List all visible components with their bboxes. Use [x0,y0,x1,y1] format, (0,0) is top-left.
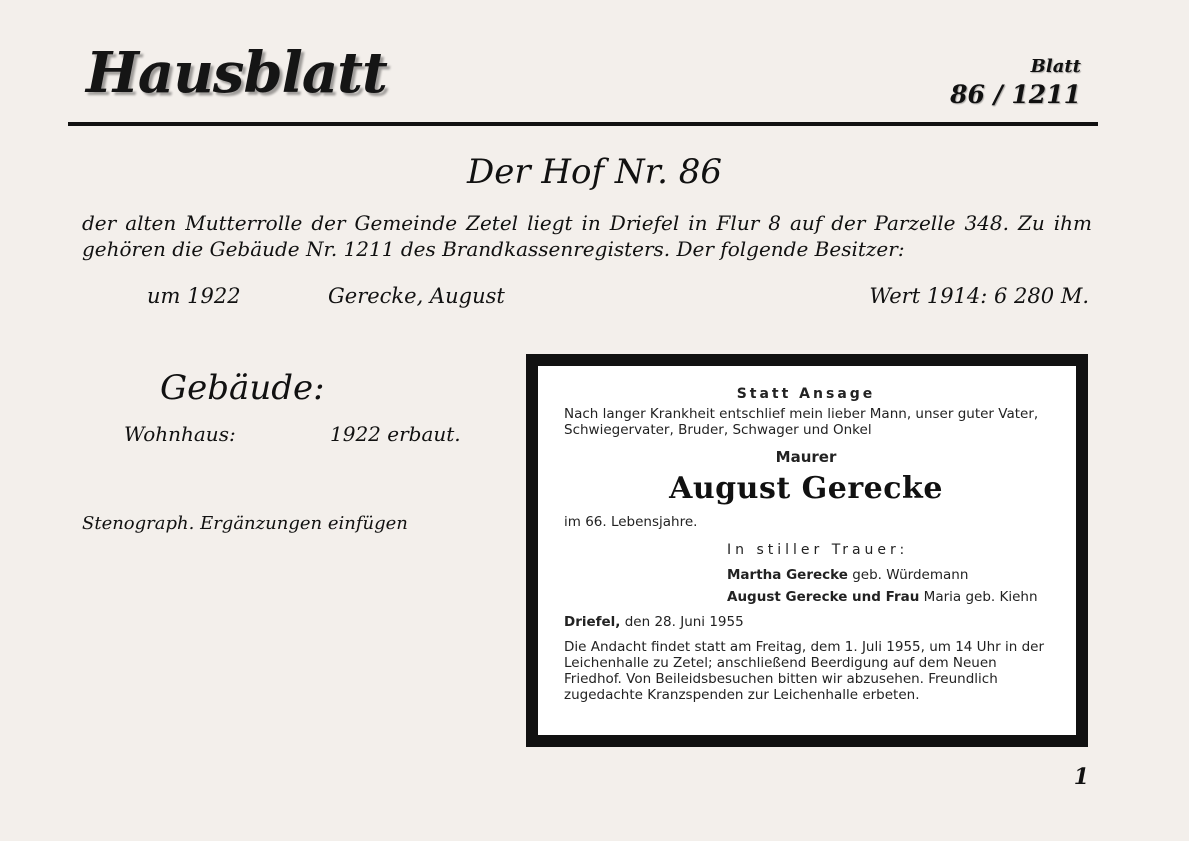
obituary-mourning: In stiller Trauer: [727,542,909,558]
buildings-heading: Gebäude: [160,368,325,408]
page-number: 1 [1073,764,1089,790]
owner-period: um 1922 [147,284,241,308]
obituary-date: den 28. Juni 1955 [620,614,744,630]
obituary-heading: Statt Ansage [736,386,876,402]
obituary-clipping [526,354,1088,747]
stenograph-note: Stenograph. Ergänzungen einfügen [82,513,408,534]
obituary-mourner [727,567,1048,583]
obituary-place-date [564,614,1048,630]
header-divider [68,122,1098,126]
obituary-place: Driefel, [564,614,621,630]
owner-value: Wert 1914: 6 280 M. [869,284,1089,308]
blatt-number: 86 / 1211 [950,80,1081,109]
obituary-body [538,366,1076,735]
hof-intro: der alten Mutterrolle der Gemeinde Zetel liegt in Driefel in Flur 8 auf der Parzelle 348. Zu ihm gehören die Gebäude Nr. 1211 des Brandkassenregisters. Der folgende Besitzer: [82,211,1092,261]
hof-heading: Der Hof Nr. 86 [466,152,723,192]
mourner-detail: Maria geb. Kiehn [919,589,1038,605]
mourner-name: August Gerecke und Frau [727,589,920,605]
obituary-mourner [727,589,1048,605]
obituary-details: Die Andacht findet statt am Freitag, dem 1. Juli 1955, um 14 Uhr in der Leichenhalle zu Zetel; anschließend Beerdigung auf dem Neuen Friedhof. Von Beileidsbesuchen bitten wir abzusehen. Freundlich zugedachte Kranzspenden zur Leichenhalle erbeten. [564,639,1044,703]
owner-row [0,284,1189,314]
building-row [0,422,520,452]
building-built: 1922 erbaut. [330,422,461,446]
obituary-age: im 66. Lebensjahre. [564,514,698,530]
page-title: Hausblatt [86,40,387,106]
mourner-detail: geb. Würdemann [847,567,969,583]
obituary-deceased-name: August Gerecke [669,471,943,506]
obituary-intro: Nach langer Krankheit entschlief mein lieber Mann, unser guter Vater, Schwiegervater, Bruder, Schwager und Onkel [564,406,1039,438]
blatt-label: Blatt [1030,56,1081,77]
mourner-name: Martha Gerecke [727,567,848,583]
owner-name: Gerecke, August [328,284,505,308]
obituary-role: Maurer [775,448,837,466]
building-type: Wohnhaus: [124,422,236,446]
